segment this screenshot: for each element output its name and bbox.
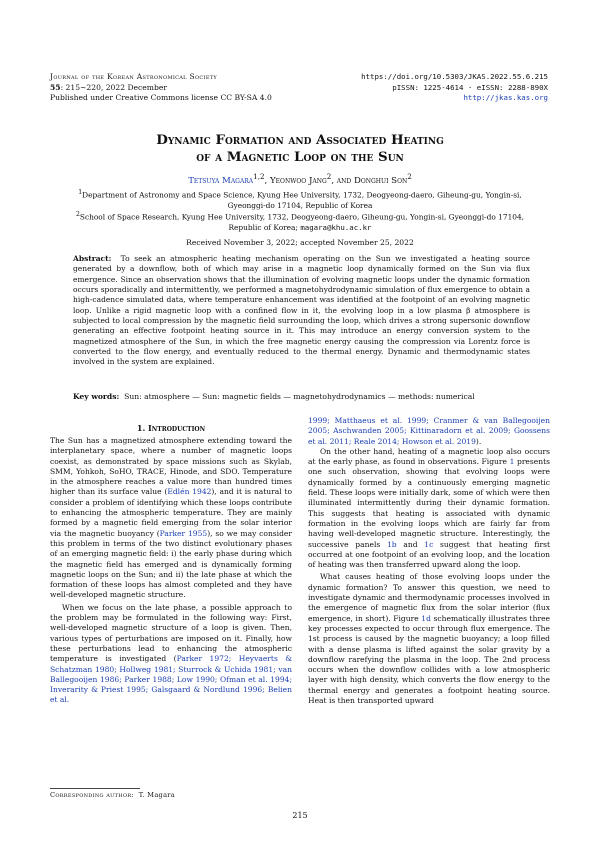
abstract-text: To seek an atmospheric heating mechanism operating on the Sun we investigated a heating source generated by a downflow, both of which may arise in a magnetic loop dynamically formed on the Sun via flux emergence. Since an observation shows that the illumination of evolving magnetic loops under the dynamic formation occurs sporadically and intermittently, we performed a magnetohydrodynamic simulation of flux emergence to obtain a high-cadence simulated data, where temperature enhancement was identified at the footpoint of an evolving magnetic loop. Unlike a rigid magnetic loop with a confined flow in it, the evolving loop in a low plasma β atmosphere is subjected to local compression by the magnetic field surrounding the loop, which drives a strong supersonic downflow generating an effective footpoint heating source in it. This may introduce an energy conversion system to the magnetized atmosphere of the Sun, in which the free magnetic energy causing the compression via Lorentz force is converted to the flow energy, and eventually reduced to the thermal energy. Dynamic and thermodynamic states involved in the system are explained. [73,254,530,367]
text-run: suggest that heating first occurred at one footpoint of an evolving loop, and the location of heating was then transferred upward along the loop. [308,539,550,570]
affiliation-2 [60,210,540,233]
title-line-1: Dynamic Formation and Associated Heating [156,132,444,148]
paper-title [0,132,600,166]
intro-paragraph-3 [308,447,550,571]
abstract [73,254,530,368]
left-column [50,436,292,706]
author-3: Donghui Son [353,175,408,186]
author-2: Yeonwoo Jang [270,175,327,186]
figure-link[interactable]: 1 [509,457,515,467]
volume-number: 55 [50,82,61,92]
keywords-text: Sun: atmosphere — Sun: magnetic fields — magnetohydrodynamics — methods: numerical [124,392,475,401]
text-run: ). [475,436,482,446]
issn-text: pISSN: 1225-4614 · eISSN: 2288-890X [392,82,548,92]
author-separator-2: , and [331,175,354,186]
journal-name: Journal of the Korean Astronomical Society [50,72,218,81]
license-text: Published under Creative Commons license CC BY-SA 4.0 [50,93,272,103]
intro-paragraph-2-cont [308,416,550,447]
text-run: When we focus on the late phase, a possible approach to the problem may be formulated in the following way: First, well-developed magnetic structure of a loop is given. Then, various types of perturbations are imposed on it. Finally, how these perturbations lead to enhancing the atmospheric temperature is investigated ( [50,602,292,664]
affiliation-2-text: School of Space Research, Kyung Hee University, 1732, Deogyeong-daero, Giheung-gu, Yongin-si, Gyeonggi-do 17104, Republic of Korea; [79,212,525,232]
abstract-label: Abstract: [73,254,112,263]
text-run: The Sun has a magnetized atmosphere extending toward the interplanetary space, where a number of magnetic loops coexist, as demonstrated by space missions such as Skylab, SMM, Yohkoh, SoHO, TRACE, Hinode, and SDO. Temperature in the atmosphere reaches a value more than hundred times higher than its surface value ( [50,436,292,497]
citation-link[interactable]: Parker 1972; Heyvaerts & Schatzman 1980; Hollweg 1981; Sturrock & Uchida 1981; van Ballegooijen 1986; Parker 1988; Low 1990; Ofman et al. 1994; Inverarity & Priest 1995; Galsgaard & Nordlund 1996; Belien et al. [50,654,292,705]
doi-link[interactable]: https://doi.org/10.5303/JKAS.2022.55.6.215 [361,72,548,81]
journal-identifiers [361,72,548,104]
text-run: and [396,539,425,549]
received-dates: Received November 3, 2022; accepted November 25, 2022 [186,238,414,247]
author-2-affil: 2 [326,172,332,181]
citation-link[interactable]: Edlén 1942 [167,487,212,497]
keywords [73,392,543,401]
text-run: schematically illustrates three key processes expected to occur through flux emergence. The 1st process is caused by the magnetic buoyancy; a loop filled with a dense plasma is lifted against the solar gravity by a downflow rarefying the plasma in the loop. The 2nd process occurs when the downflow collides with a low atmospheric layer with high density, which converts the flow energy to the thermal energy and generates a footpoint heating source. Heat is then transported upward [308,613,550,706]
affiliation-2-number: 2 [75,211,80,218]
corresponding-label: Corresponding author: [50,791,134,799]
text-run: presents one such observation, showing that evolving loops were dynamically formed by a continuously emerging magnetic field. These loops were initially dark, some of which were then illuminated intermittently during their dynamic formation. This suggests that heating is associated with dynamic formation in the evolving loops which are fairly far from having well-developed magnetic structure. Interestingly, the successive panels [308,457,550,549]
text-run: ), and it is natural to consider a problem of identifying which these loops contribute to enhancing the atmospheric temperature. They are mainly formed by a magnetic field emerging from the solar interior via the magnetic buoyancy ( [50,487,292,538]
volume-pages: : 215∼220, 2022 December [60,82,167,92]
affiliation-1-number: 1 [78,189,83,196]
author-list [0,172,600,186]
volume-info [50,83,272,94]
right-column [308,416,550,706]
figure-link[interactable]: 1d [421,613,431,623]
text-run: What causes heating of those evolving loops under the dynamic formation? To answer this question, we need to investigate dynamic and thermodynamic processes involved in the emergence of magnetic flux from the solar interior (flux emergence, in short). Figure [308,572,550,623]
section-1-heading: 1. Introduction [136,423,206,433]
title-line-2: of a Magnetic Loop on the Sun [196,149,404,165]
intro-paragraph-2 [50,603,292,706]
affiliation-1 [60,188,540,211]
text-run: ), so we may consider this problem in terms of the two distinct evolutionary phases of an emerging magnetic field: i) the early phase during which the magnetic field has emerged and is dynamically forming magnetic loops on the Sun; and ii) the late phase at which the formation of these loops has almost completed and they have well-developed magnetic structure. [50,528,292,600]
figure-link[interactable]: 1b [386,539,397,549]
figure-link[interactable]: 1c [424,539,434,549]
citation-link[interactable]: Parker 1955 [159,528,208,538]
footnote-rule [50,788,140,789]
author-1-link[interactable]: Tetsuya Magara [188,175,254,186]
intro-paragraph-4 [308,572,550,706]
author-1-affil: 1,2 [253,172,265,181]
corresponding-name: T. Magara [138,791,175,799]
author-separator-1: , [264,175,270,186]
email-link[interactable]: magara@khu.ac.kr [300,222,372,232]
page-number: 215 [292,811,308,820]
affiliation-1-text: Department of Astronomy and Space Science, Kyung Hee University, 1732, Deogyeong-daero, Giheung-gu, Yongin-si, Gyeonggi-do 17104, Republic of Korea [82,190,522,210]
journal-url-link[interactable]: http://jkas.kas.org [463,93,548,103]
keywords-label: Key words: [73,392,120,401]
text-run: On the other hand, heating of a magnetic loop also occurs at the early phase, as found in observations. Figure [308,446,550,467]
citation-link[interactable]: 1999; Matthaeus et al. 1999; Cranmer & van Ballegooijen 2005; Aschwanden 2005; Kittinaradorn et al. 2009; Goossens et al. 2011; Reale 2014; Howson et al. 2019 [308,416,550,446]
corresponding-author [50,791,175,799]
journal-header [50,72,272,104]
intro-paragraph-1 [50,436,292,601]
author-3-affil: 2 [407,172,412,181]
